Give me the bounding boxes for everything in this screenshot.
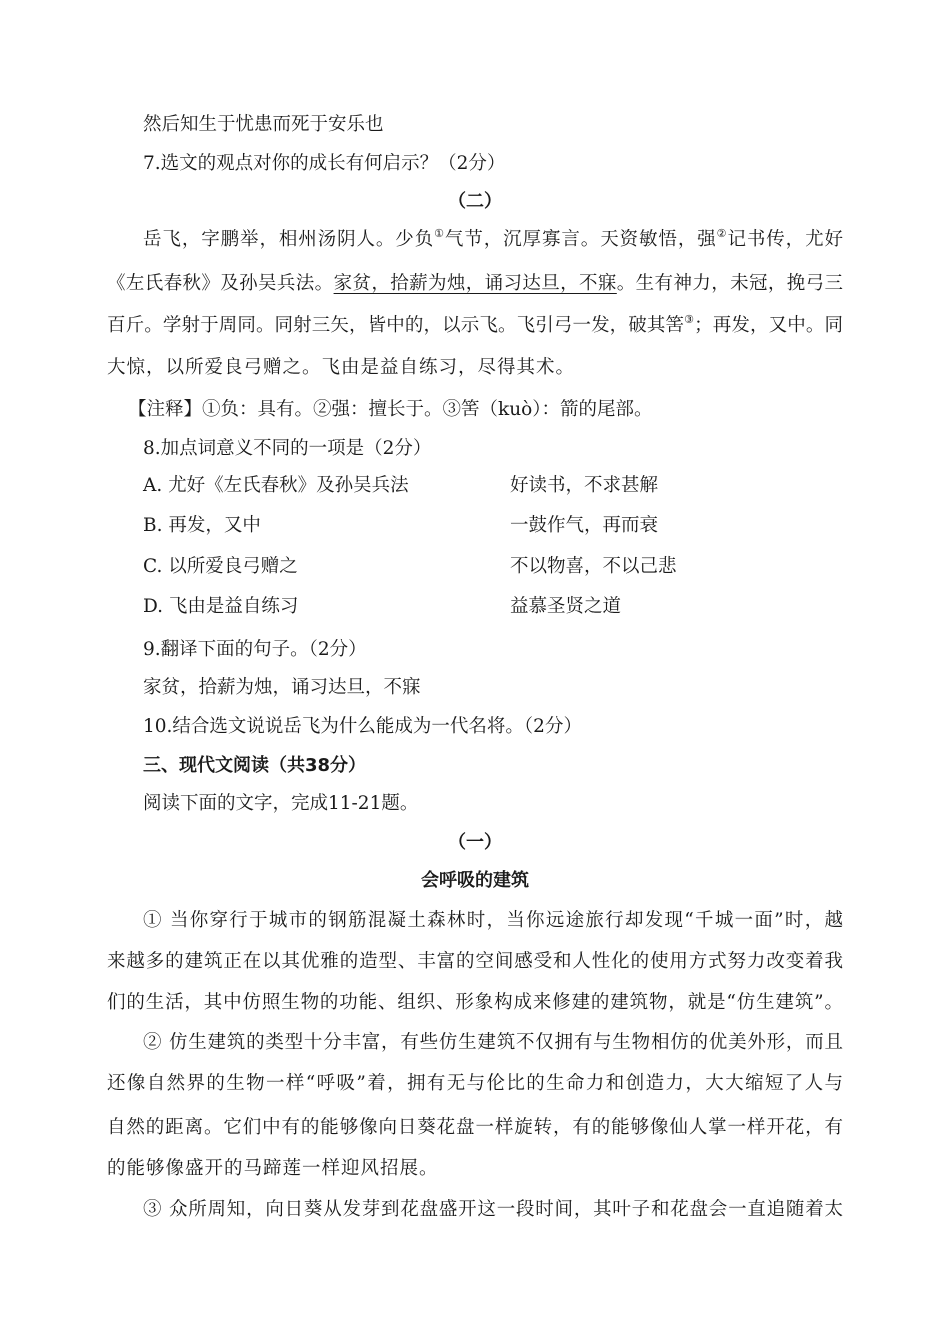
article-line: ③ 众所周知，向日葵从发芽到花盘盛开这一段时间，其叶子和花盘会一直追随着太 xyxy=(143,1199,843,1220)
question-10: 10.结合选文说说岳飞为什么能成为一代名将。（2分） xyxy=(143,716,582,737)
footnote-marker: ② xyxy=(716,227,728,240)
option-b-compare: 一鼓作气，再而衰 xyxy=(510,515,659,536)
footnote-marker: ③ xyxy=(684,313,695,326)
option-d: D. 飞由是益自练习 xyxy=(143,596,299,617)
article-line: 们的生活，其中仿照生物的功能、组织、形象构成来修建的建筑物，就是“仿生建筑”。 xyxy=(107,992,843,1013)
subsection-heading: （一） xyxy=(448,832,502,853)
option-d-compare: 益慕圣贤之道 xyxy=(510,596,622,617)
passage-line-2: 《左氏春秋》及孙吴兵法。家贫，拾薪为烛，诵习达旦，不寐。生有神力，未冠，挽弓三 xyxy=(107,273,843,294)
section-heading-3: 三、现代文阅读（共38分） xyxy=(143,755,367,776)
option-c: C. 以所爱良弓赠之 xyxy=(143,556,298,577)
question-8: 8.加点词意义不同的一项是（2分） xyxy=(143,438,432,459)
passage-line-4: 大惊，以所爱良弓赠之。飞由是益自练习，尽得其术。 xyxy=(107,357,576,378)
option-c-compare: 不以物喜，不以己悲 xyxy=(510,556,677,577)
question-9-sentence: 家贫，拾薪为烛，诵习达旦，不寐 xyxy=(143,677,421,698)
option-a: A. 尤好《左氏春秋》及孙吴兵法 xyxy=(143,475,409,496)
article-line: 的能够像盛开的马蹄莲一样迎风招展。 xyxy=(107,1158,439,1179)
reading-instruction: 阅读下面的文字，完成11-21题。 xyxy=(143,793,419,814)
article-line: ② 仿生建筑的类型十分丰富，有些仿生建筑不仅拥有与生物相仿的优美外形，而且 xyxy=(143,1032,843,1053)
passage-line-1: 岳飞，字鹏举，相州汤阴人。少负①气节，沉厚寡言。天资敏悟，强②记书传，尤好 xyxy=(143,227,843,250)
section-heading-2: （二） xyxy=(448,191,502,212)
article-line: ① 当你穿行于城市的钢筋混凝土森林时，当你远途旅行却发现“千城一面”时，越 xyxy=(143,910,843,931)
footnote-marker: ① xyxy=(434,227,445,240)
article-line: 来越多的建筑正在以其优雅的造型、丰富的空间感受和人性化的使用方式努力改变着我 xyxy=(107,951,843,972)
article-title: 会呼吸的建筑 xyxy=(421,870,529,891)
option-a-compare: 好读书，不求甚解 xyxy=(510,475,659,496)
passage-line-3: 百斤。学射于周同。同射三矢，皆中的，以示飞。飞引弓一发，破其筈③；再发，又中。同 xyxy=(107,313,843,336)
article-line: 还像自然界的生物一样“呼吸”着，拥有无与伦比的生命力和创造力，大大缩短了人与 xyxy=(107,1073,843,1094)
text-line: 然后知生于忧患而死于安乐也 xyxy=(143,114,384,135)
article-line: 自然的距离。它们中有的能够像向日葵花盘一样旋转，有的能够像仙人掌一样开花，有 xyxy=(107,1117,843,1138)
notes: 【注释】①负：具有。②强：擅长于。③筈（kuò）：箭的尾部。 xyxy=(128,399,653,420)
option-b: B. 再发，又中 xyxy=(143,515,261,536)
question-7: 7.选文的观点对你的成长有何启示？（2分） xyxy=(143,153,506,174)
question-9: 9.翻译下面的句子。（2分） xyxy=(143,639,367,660)
underlined-sentence: 家贫，拾薪为烛，诵习达旦，不寐 xyxy=(333,273,617,294)
